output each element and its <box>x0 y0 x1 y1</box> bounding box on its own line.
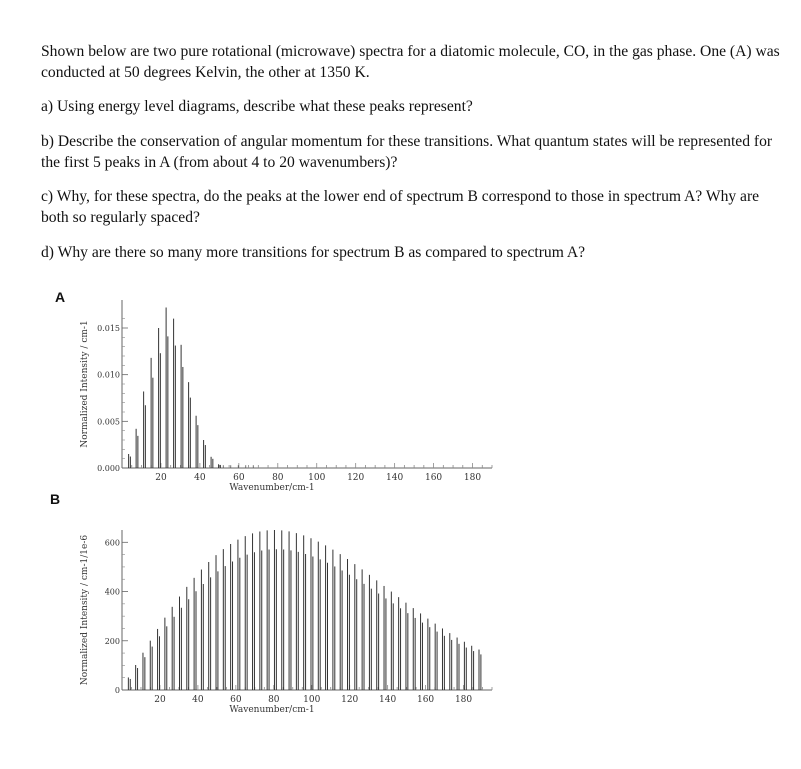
spectrum-a-chart <box>60 280 520 505</box>
y-tick-label: 0.015 <box>97 324 120 333</box>
x-tick-label: 160 <box>424 473 443 483</box>
y-tick-label: 600 <box>104 538 120 548</box>
spectrum-b-chart <box>60 510 520 760</box>
x-tick-label: 180 <box>463 473 482 483</box>
x-tick-label: 80 <box>268 695 280 705</box>
x-tick-label: 100 <box>308 473 326 483</box>
x-tick-label: 80 <box>272 473 284 483</box>
x-tick-label: 160 <box>416 695 435 705</box>
x-tick-label: 20 <box>154 695 166 705</box>
question-d: d) Why are there so many more transitions for spectrum B as compared to spectrum A? <box>41 244 586 261</box>
x-tick-label: 40 <box>192 695 204 705</box>
y-axis-label: Normalized Intensity / cm-1 <box>80 320 90 448</box>
x-tick-label: 20 <box>155 473 167 483</box>
x-tick-label: 60 <box>230 695 242 705</box>
question-b: b) Describe the conservation of angular momentum for these transitions. What quantum states will be represented for the first 5 peaks in A (from about 4 to 20 wavenumbers)? <box>41 133 773 171</box>
x-axis-label: Wavenumber/cm-1 <box>229 705 315 715</box>
x-tick-label: 60 <box>233 473 245 483</box>
y-axis-label: Normalized Intensity / cm-1/1e-6 <box>80 534 90 686</box>
question-c: c) Why, for these spectra, do the peaks at the lower end of spectrum B correspond to those in spectrum A? Why are both so regularly spaced? <box>41 188 760 226</box>
x-tick-label: 120 <box>347 473 365 483</box>
panel-label-a: A <box>55 289 66 305</box>
x-tick-label: 100 <box>303 695 321 705</box>
y-tick-label: 400 <box>104 587 120 597</box>
x-tick-label: 140 <box>386 473 404 483</box>
y-tick-label: 0.000 <box>97 464 120 473</box>
x-tick-label: 140 <box>379 695 397 705</box>
x-axis-label: Wavenumber/cm-1 <box>229 483 315 493</box>
y-tick-label: 0.005 <box>97 417 120 427</box>
question-a: a) Using energy level diagrams, describe what these peaks represent? <box>41 98 473 115</box>
x-tick-label: 180 <box>454 695 473 705</box>
y-tick-label: 0.010 <box>97 370 120 380</box>
y-tick-label: 0 <box>114 686 120 695</box>
x-tick-label: 40 <box>194 473 206 483</box>
panel-label-b: B <box>50 491 61 507</box>
question-intro: Shown below are two pure rotational (microwave) spectra for a diatomic molecule, CO, in the gas phase. One (A) was conducted at 50 degrees Kelvin, the other at 1350 K. <box>41 43 780 81</box>
x-tick-label: 120 <box>341 695 359 705</box>
y-tick-label: 200 <box>104 636 120 646</box>
